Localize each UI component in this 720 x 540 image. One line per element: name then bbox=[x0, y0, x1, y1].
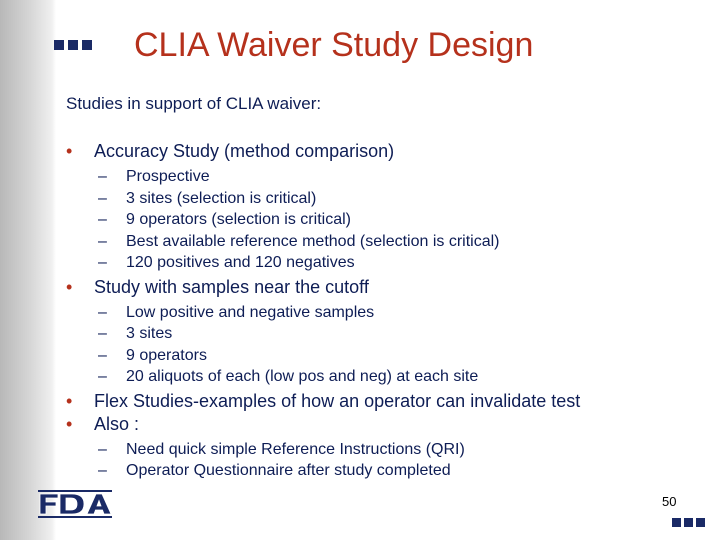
bullet-item bbox=[66, 390, 706, 413]
bullet-item bbox=[66, 140, 706, 163]
sub-list bbox=[66, 166, 706, 274]
sub-item: – Operator Questionnaire after study completed bbox=[98, 462, 451, 479]
sub-item: – Prospective bbox=[98, 168, 210, 185]
sub-item-text: 9 operators (selection is critical) bbox=[126, 211, 351, 228]
sub-item: – 120 positives and 120 negatives bbox=[98, 254, 355, 271]
bullet-text: Flex Studies-examples of how an operator can invalidate test bbox=[94, 390, 581, 411]
sub-item-text: Best available reference method (selection is critical) bbox=[126, 232, 500, 250]
sub-item-text: 20 aliquots of each (low pos and neg) at each site bbox=[126, 368, 479, 385]
bullet-item bbox=[66, 413, 706, 436]
sub-item: – 9 operators (selection is critical) bbox=[98, 211, 351, 228]
square-3 bbox=[82, 40, 92, 50]
bullet-text: Accuracy Study (method comparison) bbox=[94, 141, 395, 161]
square-1 bbox=[672, 518, 681, 527]
bullet-text: Study with samples near the cutoff bbox=[94, 276, 369, 297]
sub-item: – 9 operators bbox=[98, 346, 207, 364]
sub-item: – 20 aliquots of each (low pos and neg) at each site bbox=[98, 368, 479, 385]
bullet-marker: • bbox=[66, 276, 73, 297]
bullet-marker: • bbox=[66, 413, 73, 434]
bullet-marker: • bbox=[66, 390, 73, 411]
sub-item-text: 9 operators bbox=[126, 346, 207, 364]
bullet-list bbox=[66, 140, 706, 482]
slide-subtitle: Studies in support of CLIA waiver: bbox=[66, 94, 322, 113]
bullet-text: Also : bbox=[94, 413, 140, 434]
top-decorative-squares bbox=[54, 40, 92, 50]
sub-item: – Best available reference method (selection is critical) bbox=[98, 232, 500, 250]
sub-item-text: 3 sites (selection is critical) bbox=[126, 189, 317, 207]
bullet-item bbox=[66, 276, 706, 299]
square-2 bbox=[684, 518, 693, 527]
bullet-marker: • bbox=[66, 141, 73, 161]
page-number: 50 bbox=[662, 494, 677, 509]
sub-item-text: Low positive and negative samples bbox=[126, 303, 375, 321]
sub-list bbox=[66, 302, 706, 388]
sub-item: – Low positive and negative samples bbox=[98, 303, 375, 321]
sub-item: – 3 sites bbox=[98, 325, 173, 342]
sub-item: – Need quick simple Reference Instructions (QRI) bbox=[98, 440, 465, 458]
sub-item-text: Prospective bbox=[126, 168, 210, 185]
slide-left-band bbox=[0, 0, 56, 540]
square-2 bbox=[68, 40, 78, 50]
sub-item-text: 120 positives and 120 negatives bbox=[126, 254, 355, 271]
sub-list bbox=[66, 439, 706, 482]
sub-item-text: 3 sites bbox=[126, 325, 173, 342]
sub-item-text: Need quick simple Reference Instructions (QRI) bbox=[126, 440, 465, 458]
slide-title: CLIA Waiver Study Design bbox=[134, 26, 534, 64]
sub-item: – 3 sites (selection is critical) bbox=[98, 189, 317, 207]
fda-logo bbox=[38, 488, 112, 520]
bottom-decorative-squares bbox=[672, 518, 705, 527]
square-3 bbox=[696, 518, 705, 527]
sub-item-text: Operator Questionnaire after study completed bbox=[126, 462, 451, 479]
square-1 bbox=[54, 40, 64, 50]
